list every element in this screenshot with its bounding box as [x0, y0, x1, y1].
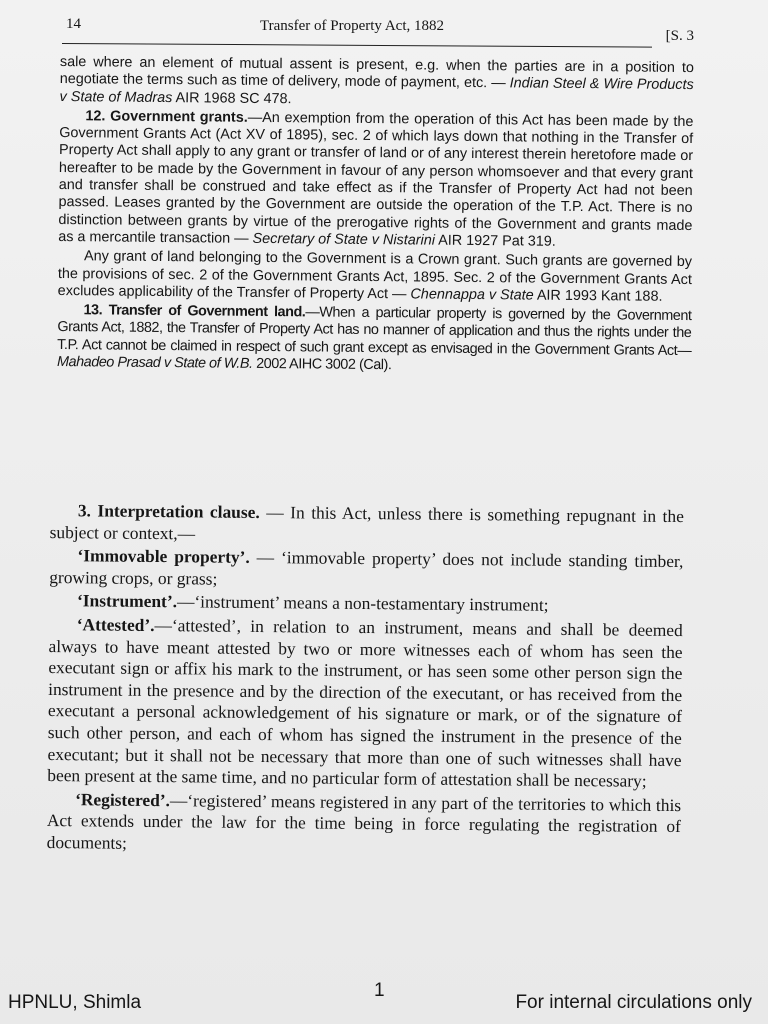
case-citation: Chennappa v State — [410, 286, 534, 304]
statute-text — [47, 500, 684, 862]
note-paragraph — [58, 248, 692, 306]
header-rule — [62, 43, 652, 48]
defined-term: ‘Registered’. — [75, 788, 171, 810]
case-citation: Indian Steel & Wire Products v State of Madras — [59, 75, 694, 106]
note-13 — [57, 302, 692, 377]
page-footer — [0, 980, 768, 1024]
note-heading: 13. Transfer of Government land. — [83, 302, 306, 321]
footer-institution: HPNLU, Shimla — [8, 992, 142, 1013]
header-title: Transfer of Property Act, 1882 — [260, 18, 445, 34]
note-text: AIR 1968 SC 478. — [172, 89, 292, 107]
note-heading: 12. Government grants. — [85, 108, 248, 126]
note-12 — [58, 108, 693, 252]
header-page-number: 14 — [66, 16, 81, 32]
definition-text: —‘attested’, in relation to an instrument, means and shall be deemed always to have meant attested by two or more witnesses each of whom has seen the executant sign or affix his mark to the instrument, or has seen some other person sign the instrument in the presence and by the direction of the executant, or has received from the executant a personal acknowledgement of his signature or mark, or of the signature of such other person, and each of whom has signed the instrument in the presence of the executant; but it shall not be necessary that more than one of such witnesses shall have been present at the same time, and no particular form of attestation shall be necessary; — [47, 614, 683, 791]
defined-term: ‘Instrument’. — [76, 590, 178, 612]
section-heading: 3. Interpretation clause. — [77, 500, 260, 523]
note-text: Any grant of land belonging to the Government is a Crown grant. Such grants are governed by the provisions of sec. 2 of the Government Grants Act, 1895. Sec. 2 of the Government Grants Act excludes applicability of the Transfer of Property Act — — [57, 248, 693, 303]
note-text: —An exemption from the operation of this Act has been made by the Government Grants Act (Act XV of 1895), sec. 2 of which lays down that nothing in the Transfer of Property Act shall apply to any grant or transfer of land or of any interest therein heretofore made or hereafter to be made by the Government in favour of any person whomsoever and that every grant and transfer shall be construed and take effect as if the Transfer of Property Act had not been passed. Leases granted by the Government are outside the operation of the T.P. Act. There is no distinction between grants by virtue of the prerogative rights of the Government and grants made as a mercantile transaction — — [58, 109, 694, 247]
note-text: AIR 1927 Pat 319. — [434, 232, 556, 250]
note-text: sale where an element of mutual assent is present, e.g. when the parties are in a position to negotiate the terms such as time of delivery, mode of payment, etc. — — [59, 54, 694, 92]
header-section-marker: [S. 3 — [665, 28, 694, 44]
case-citation: Mahadeo Prasad v State of W.B. — [56, 354, 253, 372]
note-text: AIR 1993 Kant 188. — [533, 287, 663, 305]
section-text: — In this Act, unless there is something repugnant in the subject or context,— — [49, 502, 684, 543]
section-3 — [50, 500, 684, 549]
note-paragraph — [60, 54, 694, 112]
definition-registered — [47, 789, 682, 860]
definition-attested — [47, 614, 683, 793]
running-header — [62, 12, 698, 46]
footer-page-number: 1 — [374, 980, 385, 1001]
definition-immovable-property — [49, 545, 683, 594]
definition-text: — ‘immovable property’ does not include standing timber, growing crops, or grass; — [49, 547, 684, 589]
note-text: 2002 AIHC 3002 (Cal). — [252, 355, 392, 374]
footer-notice: For internal circulations only — [515, 992, 752, 1013]
definition-text: —‘instrument’ means a non-testamentary instrument; — [176, 591, 549, 616]
case-citation: Secretary of State v Nistarini — [252, 230, 436, 249]
defined-term: ‘Attested’. — [76, 614, 155, 635]
defined-term: ‘Immovable property’. — [77, 545, 250, 568]
note-text: —When a particular property is governed by the Government Grants Act, 1882, the Transfer of Property Act has no manner of application and thus the rights under the T.P. Act cannot be claimed in respect of such grant except as envisaged in the Government Grants Act— — [57, 304, 692, 359]
commentary-notes — [57, 54, 694, 379]
definition-text: —‘registered’ means registered in any part of the territories to which this Act extends under the law for the time being in force regulating the registration of documents; — [46, 789, 682, 853]
